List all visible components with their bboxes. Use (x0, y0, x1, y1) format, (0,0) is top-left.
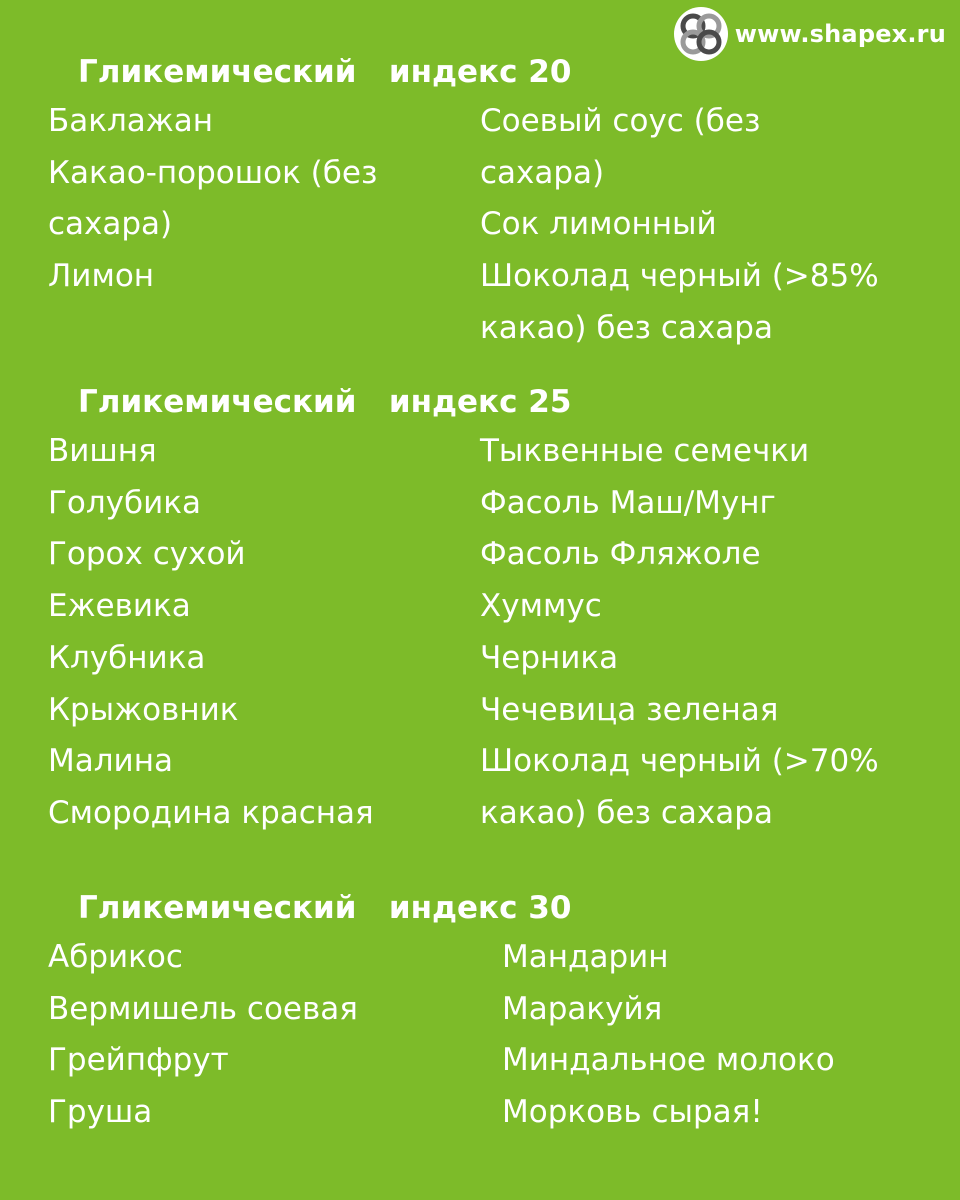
list-item: Крыжовник (48, 691, 239, 728)
list-item: Какао-порошок (без (48, 154, 378, 191)
food-list-left (48, 96, 377, 303)
section-title: Гликемический индекс 25 (78, 384, 572, 420)
list-item: Малина (48, 743, 173, 780)
list-item: какао) без сахара (480, 794, 773, 831)
list-item: Чечевица зеленая (480, 691, 779, 728)
list-item: какао) без сахара (480, 309, 773, 346)
shapex-logo-icon (673, 6, 729, 62)
list-item: Черника (480, 639, 619, 676)
list-item: Тыквенные семечки (480, 433, 810, 469)
list-item: Груша (48, 1094, 153, 1131)
list-item: Горох сухой (48, 536, 246, 573)
list-item: Лимон (48, 258, 155, 295)
list-item: Клубника (48, 639, 206, 676)
brand-logo (673, 6, 946, 62)
food-list-right (480, 96, 879, 355)
list-item: Морковь сырая! (502, 1094, 763, 1131)
list-item: Вишня (48, 433, 157, 469)
list-item: Мандарин (502, 939, 669, 975)
section-title: Гликемический индекс 30 (78, 890, 572, 926)
list-item: Шоколад черный (>70% (480, 743, 879, 780)
site-url: www.shapex.ru (734, 20, 946, 48)
list-item: Ежевика (48, 588, 191, 625)
list-item: Хуммус (480, 588, 602, 625)
list-item: сахара) (480, 154, 605, 191)
list-item: Шоколад черный (>85% (480, 258, 879, 295)
list-item: Вермишель соевая (48, 990, 358, 1027)
list-item: Грейпфрут (48, 1042, 229, 1079)
list-item: Баклажан (48, 103, 213, 139)
list-item: Соевый соус (без (480, 103, 761, 139)
list-item: сахара) (48, 206, 173, 243)
food-list-right (502, 932, 835, 1139)
food-list-right (480, 426, 879, 840)
list-item: Миндальное молоко (502, 1042, 835, 1079)
list-item: Маракуйя (502, 990, 663, 1027)
list-item: Фасоль Маш/Мунг (480, 484, 776, 521)
list-item: Голубика (48, 484, 202, 521)
list-item: Абрикос (48, 939, 183, 975)
list-item: Смородина красная (48, 794, 374, 831)
list-item: Сок лимонный (480, 206, 717, 243)
section-title: Гликемический индекс 20 (78, 54, 572, 90)
list-item: Фасоль Фляжоле (480, 536, 761, 573)
food-list-left (48, 426, 374, 840)
food-list-left (48, 932, 358, 1139)
